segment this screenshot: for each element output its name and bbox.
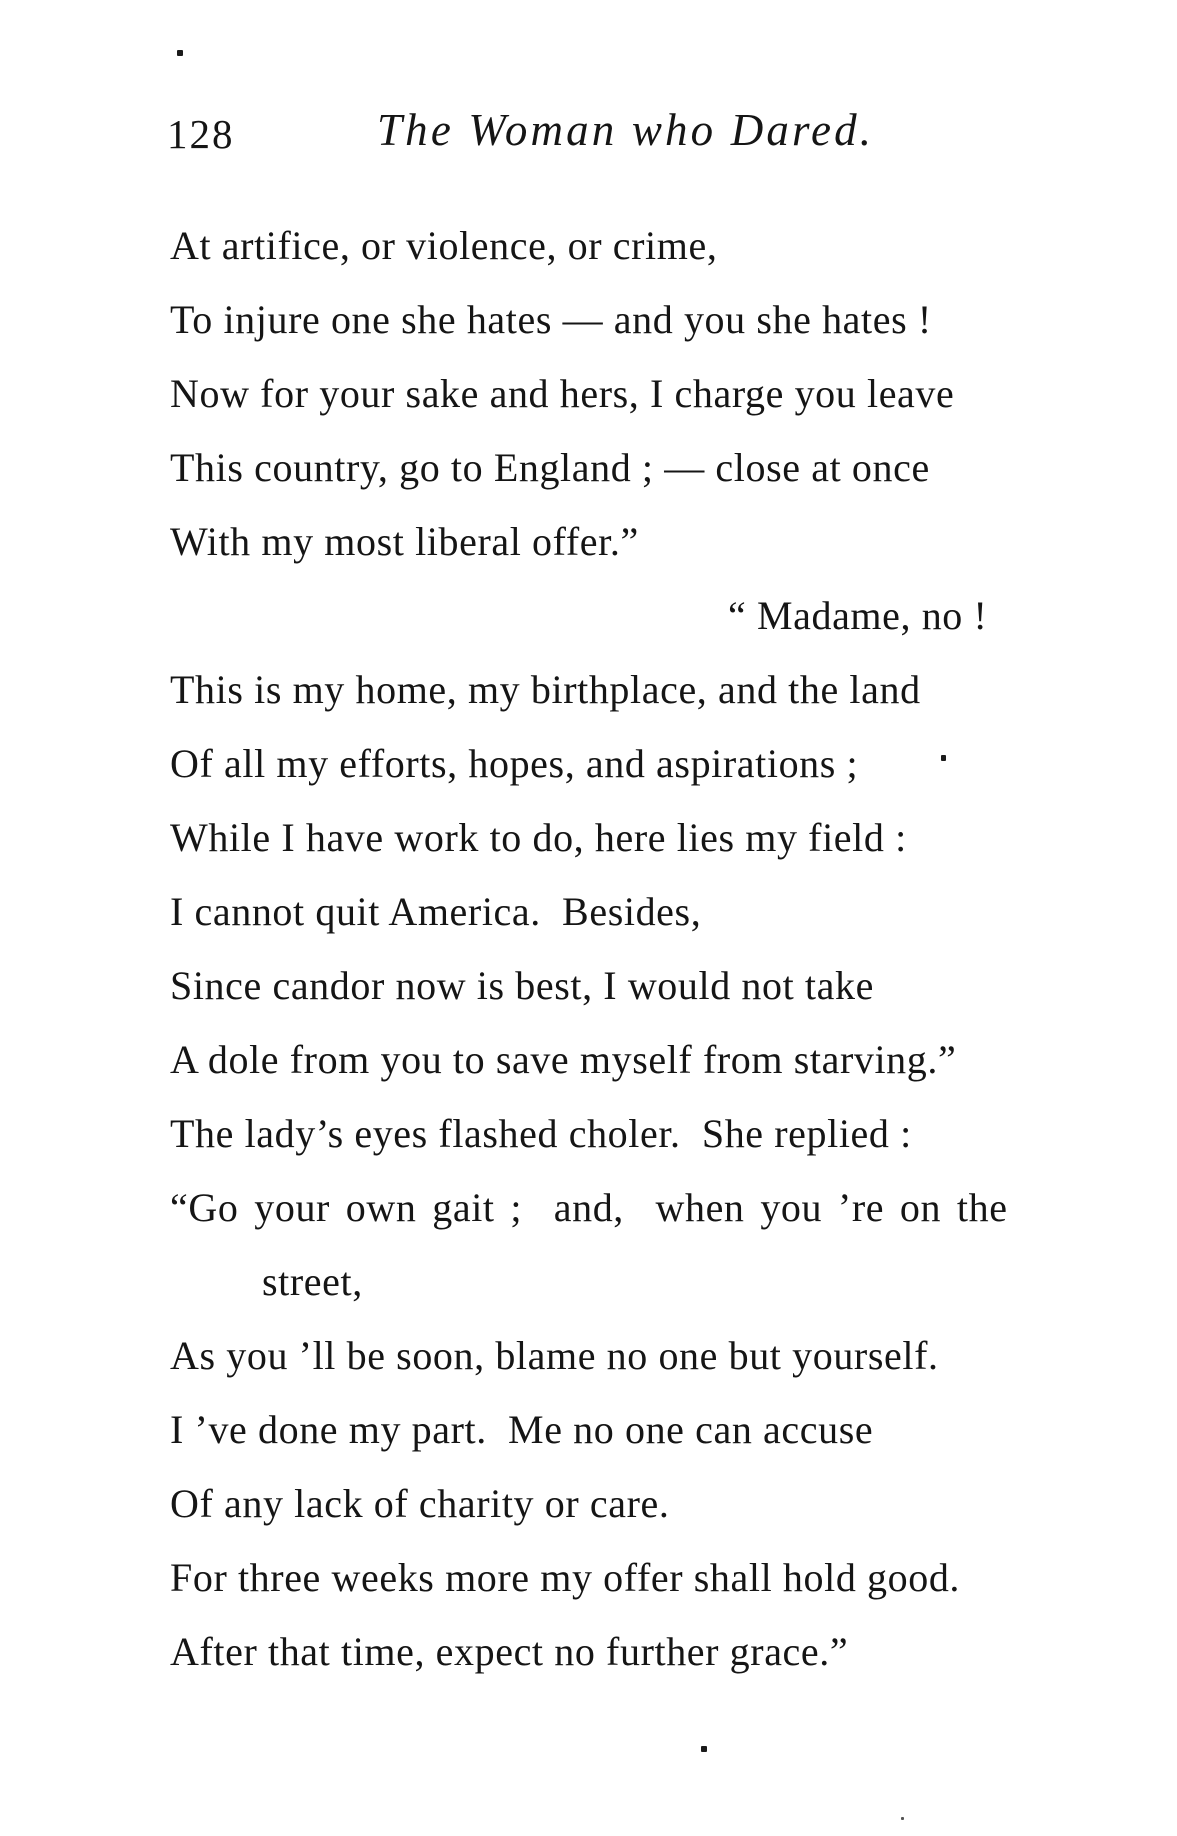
poem-line: Of any lack of charity or care.	[170, 1481, 670, 1526]
poem-line: I cannot quit America. Besides,	[170, 889, 702, 934]
poem-line: While I have work to do, here lies my field :	[170, 815, 907, 860]
poem-line: Of all my efforts, hopes, and aspirations ;	[170, 741, 859, 786]
poem-line: This country, go to England ; — close at once	[170, 445, 930, 490]
poem-line: Now for your sake and hers, I charge you leave	[170, 371, 955, 416]
poem-line: Since candor now is best, I would not take	[170, 963, 874, 1008]
poem-line: A dole from you to save myself from starving.”	[170, 1037, 957, 1082]
page-header	[0, 104, 1177, 164]
ink-speck	[901, 1817, 904, 1820]
poem-line: After that time, expect no further grace.”	[170, 1629, 849, 1674]
poem-line: street,	[262, 1259, 363, 1304]
poem-line: “ Madame, no !	[728, 593, 988, 638]
poem	[170, 209, 1110, 1689]
poem-line: To injure one she hates — and you she hates !	[170, 297, 932, 342]
running-title: The Woman who Dared.	[377, 105, 875, 155]
poem-line: The lady’s eyes flashed choler. She replied :	[170, 1111, 912, 1156]
ink-speck	[941, 755, 946, 761]
poem-line: As you ’ll be soon, blame no one but yourself.	[170, 1333, 939, 1378]
poem-line: I ’ve done my part. Me no one can accuse	[170, 1407, 874, 1452]
ink-speck	[177, 50, 183, 56]
page-number: 128	[167, 111, 235, 157]
poem-line: “Go your own gait ; and, when you ’re on the	[170, 1185, 1008, 1230]
poem-line: For three weeks more my offer shall hold good.	[170, 1555, 961, 1600]
poem-line: This is my home, my birthplace, and the land	[170, 667, 921, 712]
poem-line: At artifice, or violence, or crime,	[170, 223, 718, 268]
poem-line: With my most liberal offer.”	[170, 519, 639, 564]
ink-speck	[701, 1746, 707, 1752]
